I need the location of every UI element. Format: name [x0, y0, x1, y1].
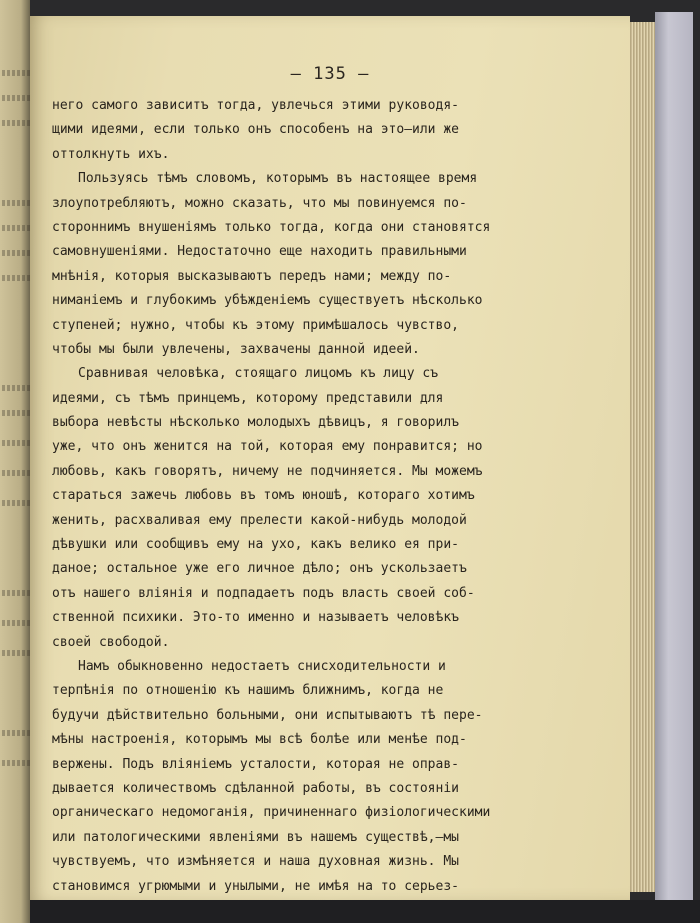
left-page-text-fragment: [2, 385, 30, 391]
text-line: идеями, съ тѣмъ принцемъ, которому представили для: [52, 390, 444, 406]
text-line: злоупотребляютъ, можно сказать, что мы повинуемся по-: [52, 195, 467, 211]
page-number: — 135 —: [290, 64, 370, 84]
left-facing-page: [0, 0, 30, 923]
text-line: дѣвушки или сообщивъ ему на ухо, какъ велико ея при-: [52, 537, 459, 553]
book-cover-board: [655, 12, 693, 908]
text-line: выбора невѣсты нѣсколько молодыхъ дѣвицъ, я говорилъ: [52, 415, 459, 431]
text-line: вержены. Подъ вліяніемъ усталости, которая не оправ-: [52, 756, 459, 772]
text-line: или патологическими явленіями въ нашемъ существѣ,—мы: [52, 829, 459, 845]
text-line: щими идеями, если только онъ способенъ на это—или же: [52, 122, 459, 138]
text-line: женить, расхваливая ему прелести какой-нибудь молодой: [52, 512, 467, 528]
paragraph: [52, 655, 557, 899]
text-line: своей свободой.: [52, 634, 170, 650]
background-strip: [30, 900, 700, 923]
left-page-text-fragment: [2, 120, 30, 126]
text-line: самовнушеніями. Недостаточно еще находить правильными: [52, 244, 467, 260]
left-page-text-fragment: [2, 500, 30, 506]
left-page-text-fragment: [2, 275, 30, 281]
text-line: Намъ обыкновенно недостаетъ снисходительности и: [78, 658, 446, 674]
paragraph: [52, 94, 557, 167]
text-line: него самого зависитъ тогда, увлечься этими руководя-: [52, 98, 459, 113]
text-line: ственной психики. Это-то именно и называетъ человѣкъ: [52, 610, 459, 626]
text-line: дывается количествомъ сдѣланной работы, въ состояніи: [52, 780, 459, 796]
left-page-text-fragment: [2, 95, 30, 101]
text-line: органическаго недомоганія, причиненнаго физіологическими: [52, 805, 491, 821]
book-page-edges: [628, 22, 658, 892]
text-line: мнѣнія, которыя высказываютъ передъ нами; между по-: [52, 268, 452, 284]
left-page-text-fragment: [2, 440, 30, 446]
text-line: даное; остальное уже его личное дѣло; онъ ускользаетъ: [52, 561, 467, 577]
left-page-text-fragment: [2, 470, 30, 476]
text-line: чтобы мы были увлечены, захвачены данной идеей.: [52, 341, 420, 357]
text-line: стараться зажечь любовь въ томъ юношѣ, котораго хотимъ: [52, 488, 475, 504]
text-line: ступеней; нужно, чтобы къ этому примѣшалось чувство,: [52, 317, 459, 333]
left-page-text-fragment: [2, 730, 30, 736]
text-line: любовь, какъ говорятъ, ничему не подчиняется. Мы можемъ: [52, 463, 483, 479]
text-line: отъ нашего вліянія и подпадаетъ подъ власть своей соб-: [52, 585, 475, 601]
left-page-text-fragment: [2, 620, 30, 626]
text-line: терпѣнія по отношенію къ нашимъ ближнимъ, когда не: [52, 683, 444, 699]
book-page: [30, 16, 630, 900]
left-page-text-fragment: [2, 250, 30, 256]
paragraph: [52, 167, 557, 362]
text-line: стороннимъ внушеніямъ только тогда, когда они становятся: [52, 219, 491, 235]
left-page-text-fragment: [2, 760, 30, 766]
text-line: оттолкнуть ихъ.: [52, 146, 170, 162]
left-page-text-fragment: [2, 200, 30, 206]
text-line: мѣны настроенія, которымъ мы всѣ болѣе или менѣе под-: [52, 732, 467, 748]
left-page-text-fragment: [2, 225, 30, 231]
left-page-text-fragment: [2, 70, 30, 76]
text-line: Пользуясь тѣмъ словомъ, которымъ въ настоящее время: [78, 171, 478, 187]
left-page-text-fragment: [2, 650, 30, 656]
text-line: чувствуемъ, что измѣняется и наша духовная жизнь. Мы: [52, 854, 459, 870]
left-page-text-fragment: [2, 590, 30, 596]
left-page-text-fragment: [2, 410, 30, 416]
text-line: ниманіемъ и глубокимъ убѣжденіемъ существуетъ нѣсколько: [52, 293, 483, 309]
text-line: уже, что онъ женится на той, которая ему понравится; но: [52, 439, 483, 455]
page-body-text: [52, 94, 557, 899]
paragraph: [52, 362, 557, 655]
text-line: становимся угрюмыми и унылыми, не имѣя на то серьез-: [52, 878, 459, 894]
text-line: будучи дѣйствительно больными, они испытываютъ тѣ пере-: [52, 707, 483, 723]
text-line: Сравнивая человѣка, стоящаго лицомъ къ лицу съ: [78, 366, 439, 382]
